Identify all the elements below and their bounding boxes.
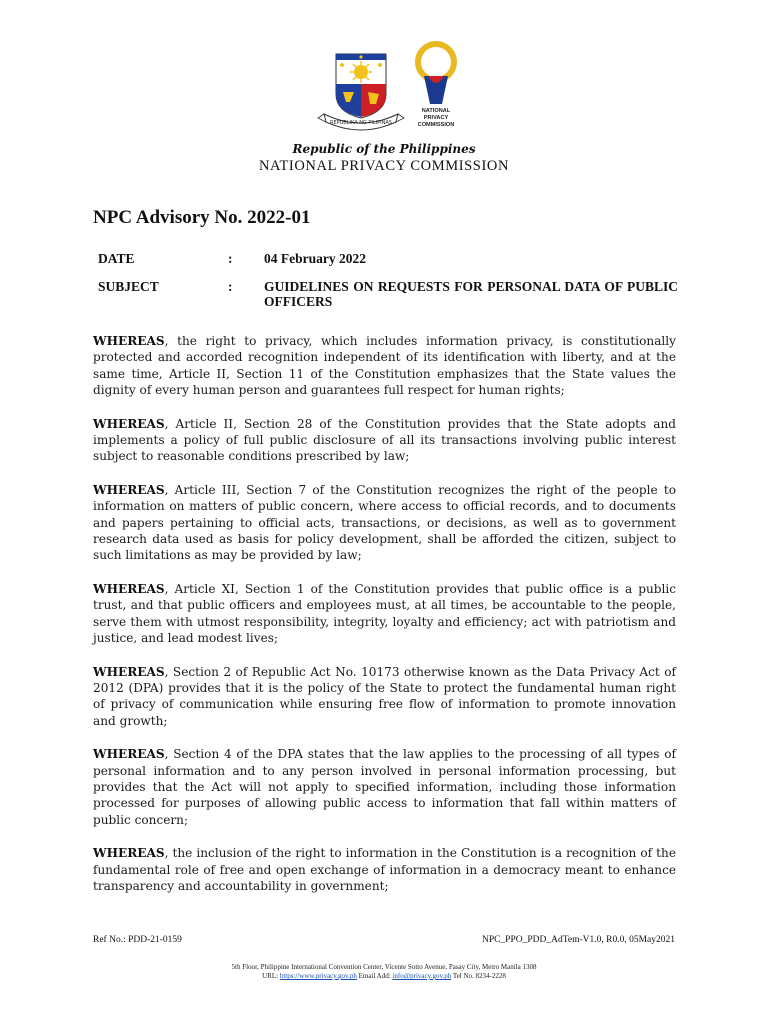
whereas-lead: WHEREAS [93,334,165,348]
npc-logo-line-3: COMMISSION [417,122,455,128]
whereas-paragraph-5 [93,664,676,730]
address-line: 5th Floor, Philippine International Convention Center, Vicente Sotto Avenue, Pasay City, Metro Manila 1308 [231,963,537,971]
whereas-lead: WHEREAS [93,416,165,431]
paragraph-text: , the right to privacy, which includes information privacy, is constitutionally protected and accorded recognition independent of its identification with liberty, and at the same time, Article II, Section 11 of the Constitution emphasizes that the State values the dignity of every human person and guarantees full respect for human rights; [93,334,676,398]
document-body [93,333,676,911]
paragraph-text: , Article III, Section 7 of the Constitution recognizes the right of the people to information on matters of public concern, where access to official records, and to documents and papers pertaining to official acts, transactions, or decisions, as well as to government research data used as basis for policy development, shall be afforded the citizen, subject to such limitations as may be provided by law; [93,482,676,563]
npc-logo-icon [410,40,462,132]
npc-logo-line-1: NATIONAL [421,108,451,114]
seal-ribbon-text: REPUBLIKA NG PILIPINAS [330,120,392,126]
republic-line: Republic of the Philippines [292,142,476,156]
website-link[interactable]: https://www.privacy.gov.ph [279,972,357,980]
paragraph-text: , the inclusion of the right to information in the Constitution is a recognition of the fundamental role of free and open exchange of information in a democracy meant to enhance transparency and accountability in government; [93,846,676,893]
advisory-title: NPC Advisory No. 2022-01 [93,207,311,228]
whereas-lead: WHEREAS [93,581,165,596]
email-link[interactable]: info@privacy.gov.ph [392,972,452,980]
whereas-paragraph-3 [93,482,676,564]
paragraph-text: , Section 2 of Republic Act No. 10173 otherwise known as the Data Privacy Act of 2012 (DPA) provides that it is the policy of the State to protect the fundamental human right of privacy of communication while ensuring free flow of information to promote innovation and growth; [93,664,676,728]
whereas-lead: WHEREAS [93,846,165,861]
subject-colon: : [228,279,233,294]
whereas-paragraph-6 [93,746,676,828]
url-label: URL: [262,972,279,980]
footer-address [0,963,768,981]
subject-value: GUIDELINES ON REQUESTS FOR PERSONAL DATA OF PUBLIC OFFICERS [264,279,678,309]
whereas-lead: WHEREAS [93,482,165,497]
philippine-seal-icon [316,48,406,132]
whereas-lead: WHEREAS [93,664,165,679]
date-value: 04 February 2022 [264,251,366,266]
paragraph-text: , Section 4 of the DPA states that the law applies to the processing of all types of personal information and to any person involved in personal information processing, but provides that the Act will not apply to specified information, including those information processed for purposes of allowing public access to information that fall within matters of public concern; [93,747,676,827]
whereas-lead: WHEREAS [93,747,165,762]
contact-line [0,972,768,981]
ref-number: Ref No.: PDD-21-0159 [93,935,182,945]
whereas-paragraph-1 [93,333,676,399]
npc-logo-line-2: PRIVACY [423,115,449,121]
whereas-paragraph-7 [93,845,676,894]
whereas-paragraph-2 [93,416,676,465]
email-label: Email Add: [358,972,391,980]
header-logos [0,40,768,135]
telephone: Tel No. 8234-2228 [452,972,506,980]
commission-name: NATIONAL PRIVACY COMMISSION [258,158,510,174]
subject-label: SUBJECT [98,279,159,294]
paragraph-text: , Article XI, Section 1 of the Constitution provides that public office is a public trust, and that public officers and employees must, at all times, be accountable to the people, serve them with utmost responsibility, integrity, loyalty and efficiency; act with patriotism and justice, and lead modest lives; [93,581,676,646]
template-code: NPC_PPO_PDD_AdTem-V1.0, R0.0, 05May2021 [481,935,675,945]
date-label: DATE [98,251,135,266]
date-colon: : [228,251,233,266]
whereas-paragraph-4 [93,581,676,647]
paragraph-text: , Article II, Section 28 of the Constitution provides that the State adopts and implements a policy of full public disclosure of all its transactions involving public interest subject to reasonable conditions prescribed by law; [93,416,676,464]
